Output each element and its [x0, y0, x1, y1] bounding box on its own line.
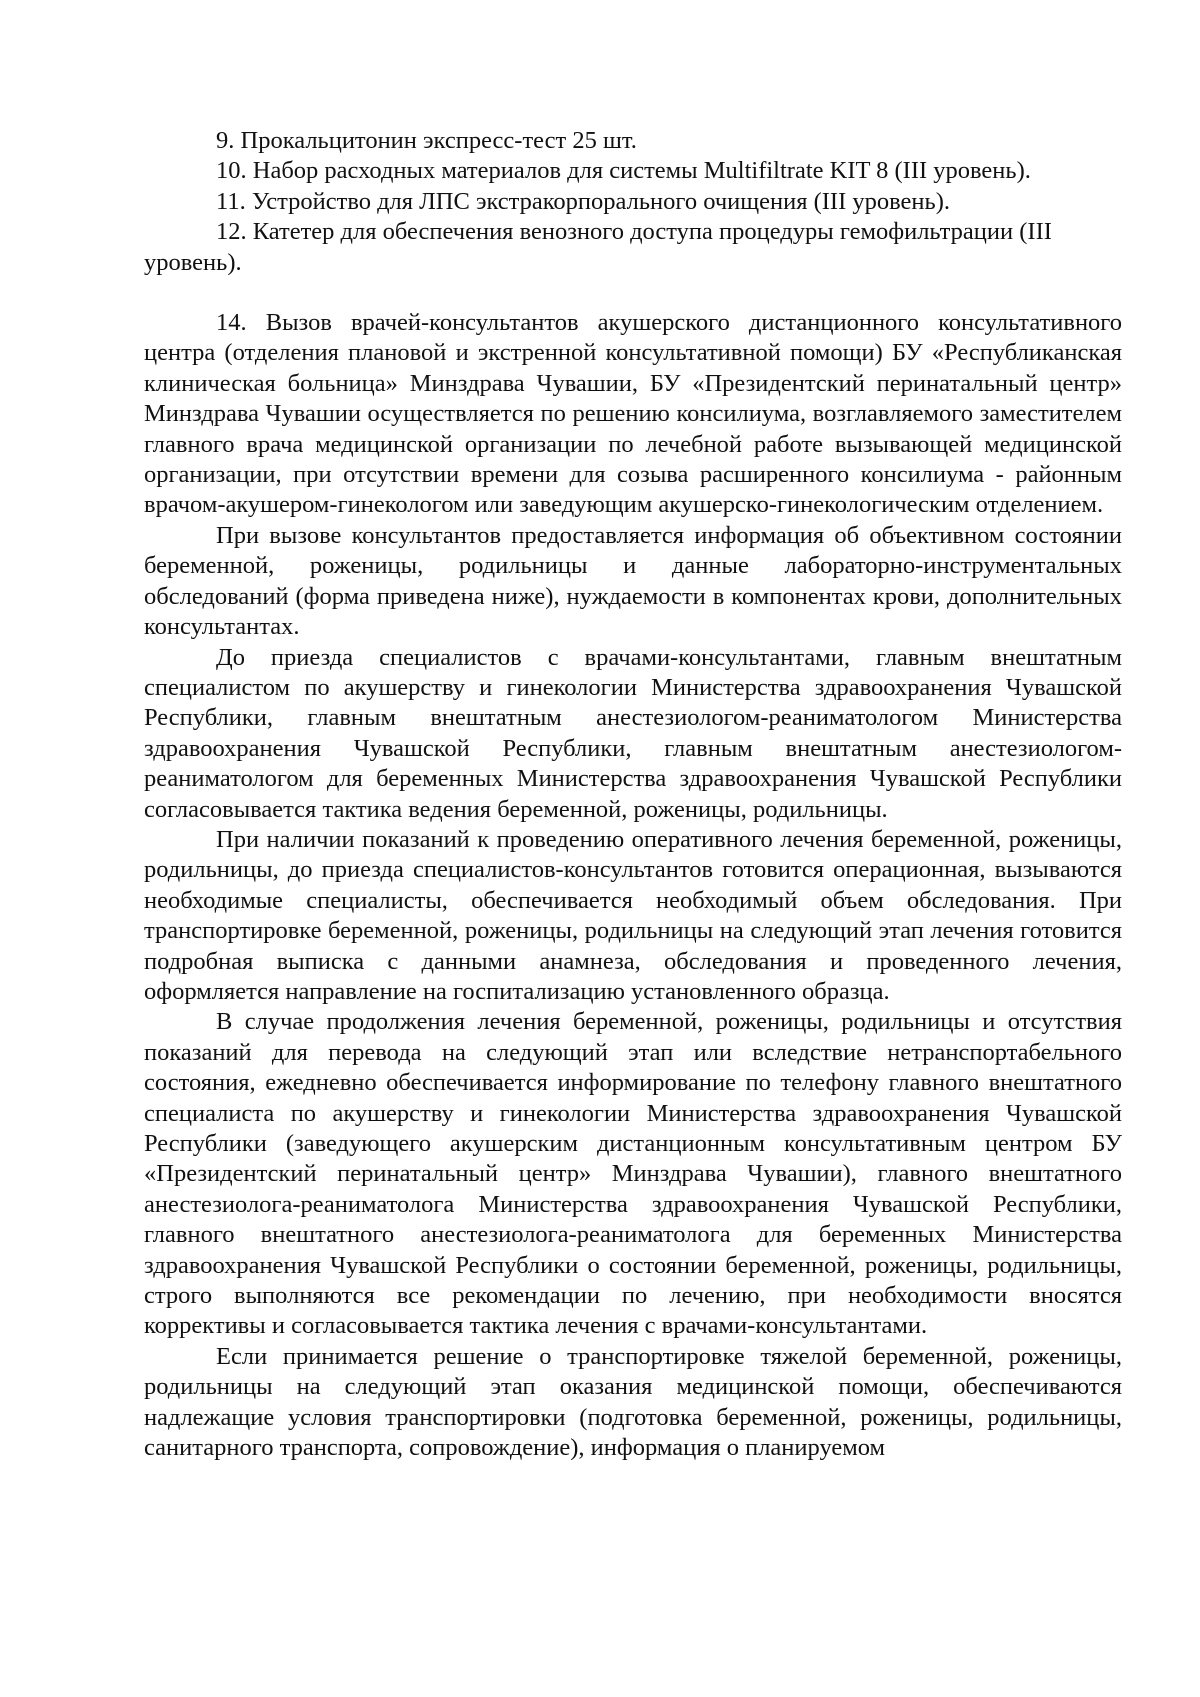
paragraph-gap: [144, 278, 1122, 308]
paragraph-transport-decision: Если принимается решение о транспортировке тяжелой беременной, роженицы, родильницы на следующий этап оказания медицинской помощи, обеспечиваются надлежащие условия транспортировки (подготовка беременной, роженицы, родильницы, санитарного транспорта, сопровождение), информация о планируемом: [144, 1342, 1122, 1462]
paragraph-continued-treatment: В случае продолжения лечения беременной, роженицы, родильницы и отсутствия показаний для перевода на следующий этап или вследствие нетранспортабельного состояния, ежедневно обеспечивается информирование по телефону главного внештатного специалиста по акушерству и гинекологии Министерства здравоохранения Чувашской Республики (заведующего акушерским дистанционным консультативным центром БУ «Президентский перинатальный центр» Минздрава Чувашии), главного внештатного анестезиолога-реаниматолога Министерства здравоохранения Чувашской Республики, главного внештатного анестезиолога-реаниматолога для беременных Министерства здравоохранения Чувашской Республики о состоянии беременной, роженицы, родильницы, строго выполняются все рекомендации по лечению, при необходимости вносятся коррективы и согласовывается тактика лечения с врачами-консультантами.: [144, 1008, 1122, 1340]
list-item-11: 11. Устройство для ЛПС экстракорпорального очищения (III уровень).: [216, 187, 950, 215]
list-item-12: 12. Катетер для обеспечения венозного доступа процедуры гемофильтрации (III уровень).: [144, 218, 1052, 276]
paragraph-consultant-info: При вызове консультантов предоставляется информация об объективном состоянии беременной, роженицы, родильницы и данные лабораторно-инструментальных обследований (форма приведена ниже), нуждаемости в компонентах крови, дополнительных консультантах.: [144, 521, 1122, 641]
paragraph-section-14: 14. Вызов врачей-консультантов акушерского дистанционного консультативного центра (отделения плановой и экстренной консультативной помощи) БУ «Республиканская клиническая больница» Минздрава Чувашии, БУ «Президентский перинатальный центр» Минздрава Чувашии осуществляется по решению консилиума, возглавляемого заместителем главного врача медицинской организации по лечебной работе вызывающей медицинской организации, при отсутствии времени для созыва расширенного консилиума - районным врачом-акушером-гинекологом или заведующим акушерско-гинекологическим отделением.: [144, 309, 1122, 519]
list-item-10: 10. Набор расходных материалов для системы Multifiltrate KIT 8 (III уровень).: [216, 157, 1031, 185]
paragraph-before-arrival: До приезда специалистов с врачами-консультантами, главным внештатным специалистом по акушерству и гинекологии Министерства здравоохранения Чувашской Республики, главным внештатным анестезиологом-реаниматологом Министерства здравоохранения Чувашской Республики, главным внештатным анестезиологом-реаниматологом для беременных Министерства здравоохранения Чувашской Республики согласовывается тактика ведения беременной, роженицы, родильницы.: [144, 643, 1122, 823]
document-page: [144, 126, 1122, 1463]
paragraph-surgery-indications: При наличии показаний к проведению оперативного лечения беременной, роженицы, родильницы, до приезда специалистов-консультантов готовится операционная, вызываются необходимые специалисты, обеспечивается необходимый объем обследования. При транспортировке беременной, роженицы, родильницы на следующий этап лечения готовится подробная выписка с данными анамнеза, обследования и проведенного лечения, оформляется направление на госпитализацию установленного образца.: [144, 825, 1122, 1005]
list-item-9: 9. Прокальцитонин экспресс-тест 25 шт.: [216, 127, 637, 154]
